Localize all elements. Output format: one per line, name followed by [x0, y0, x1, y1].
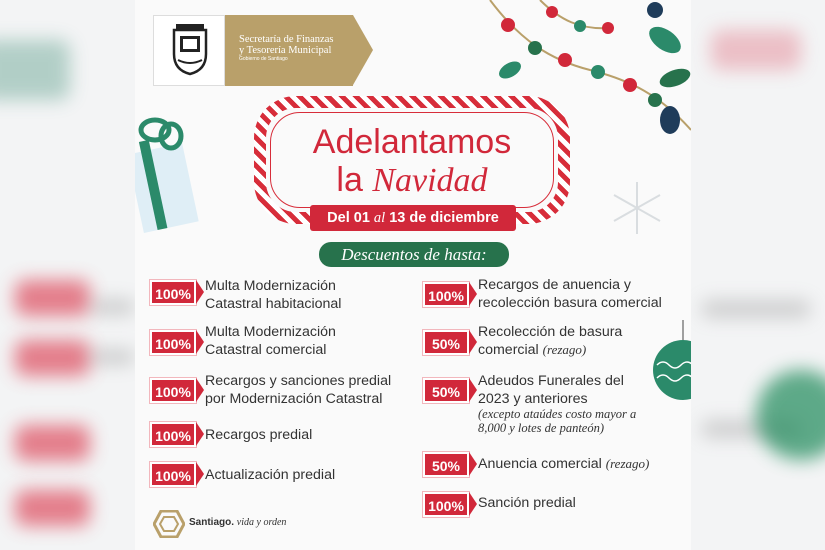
header-banner	[225, 15, 353, 86]
snowflake-icon	[607, 178, 667, 238]
hexagon-logo-icon	[153, 510, 185, 538]
item-note-line1: (excepto ataúdes costo mayor a	[478, 407, 637, 421]
left-blurred-backdrop	[0, 0, 135, 550]
crest-icon	[170, 24, 210, 76]
discount-badge: 100%	[150, 280, 196, 305]
discount-badge: 100%	[150, 330, 196, 355]
title-la: la	[336, 161, 363, 199]
item-label-line1: Recargos predial	[205, 427, 313, 443]
ornament-icon	[647, 320, 691, 410]
item-label-line1: Adeudos Funerales del	[478, 373, 624, 389]
item-label-line2: Catastral habitacional	[205, 296, 342, 312]
title-line2	[266, 162, 558, 199]
date-al: al	[373, 210, 386, 226]
item-label-text: Anuencia comercial	[478, 456, 602, 472]
date-to: 13 de diciembre	[389, 210, 499, 226]
item-label-line1: Sanción predial	[478, 495, 576, 511]
discount-badge: 100%	[423, 492, 469, 517]
discount-badge: 50%	[423, 378, 469, 403]
right-blurred-backdrop	[691, 0, 825, 550]
discount-badge: 50%	[423, 330, 469, 355]
discounts-subtitle: Descuentos de hasta:	[319, 242, 509, 267]
discount-badge: 100%	[150, 378, 196, 403]
header-line1: Secretaría de Finanzas	[239, 34, 334, 45]
item-label-line2: por Modernización Catastral	[205, 391, 383, 407]
crest-box	[153, 15, 225, 86]
item-label-line2: Catastral comercial	[205, 342, 327, 358]
date-range-banner	[310, 205, 516, 231]
header-line2: y Tesorería Municipal	[239, 45, 332, 56]
item-label-line1: Multa Modernización	[205, 278, 336, 294]
item-label-line1: Multa Modernización	[205, 324, 336, 340]
discount-badge: 100%	[150, 462, 196, 487]
item-label-text: comercial	[478, 342, 539, 358]
footer-brand-name: Santiago.	[189, 517, 235, 528]
item-label-line1: Recargos de anuencia y	[478, 277, 632, 293]
item-label-line2: recolección basura comercial	[478, 295, 662, 311]
footer-slogan: vida y orden	[236, 517, 287, 528]
rezago-tag: (rezago)	[605, 456, 650, 471]
title-navidad: Navidad	[372, 162, 488, 199]
item-label-line2	[478, 341, 586, 359]
item-label-line1: Recolección de basura	[478, 324, 623, 340]
item-label-line2: 2023 y anteriores	[478, 391, 588, 407]
banner-tip	[353, 15, 373, 85]
item-label-line1	[478, 455, 649, 473]
item-label-line1: Recargos y sanciones predial	[205, 373, 392, 389]
title-line1: Adelantamos	[312, 123, 512, 161]
item-note-line2: 8,000 y lotes de panteón)	[478, 421, 605, 435]
item-label-line1: Actualización predial	[205, 467, 336, 483]
promo-poster	[135, 0, 691, 550]
gift-icon	[135, 108, 205, 238]
date-from: Del 01	[327, 210, 370, 226]
discount-badge: 50%	[423, 452, 469, 477]
rezago-tag: (rezago)	[542, 342, 587, 357]
discount-badge: 100%	[150, 422, 196, 447]
footer-brand	[189, 517, 286, 528]
header-logo	[153, 15, 373, 86]
discount-badge: 100%	[423, 282, 469, 307]
header-line3: Gobierno de Santiago	[239, 56, 288, 62]
